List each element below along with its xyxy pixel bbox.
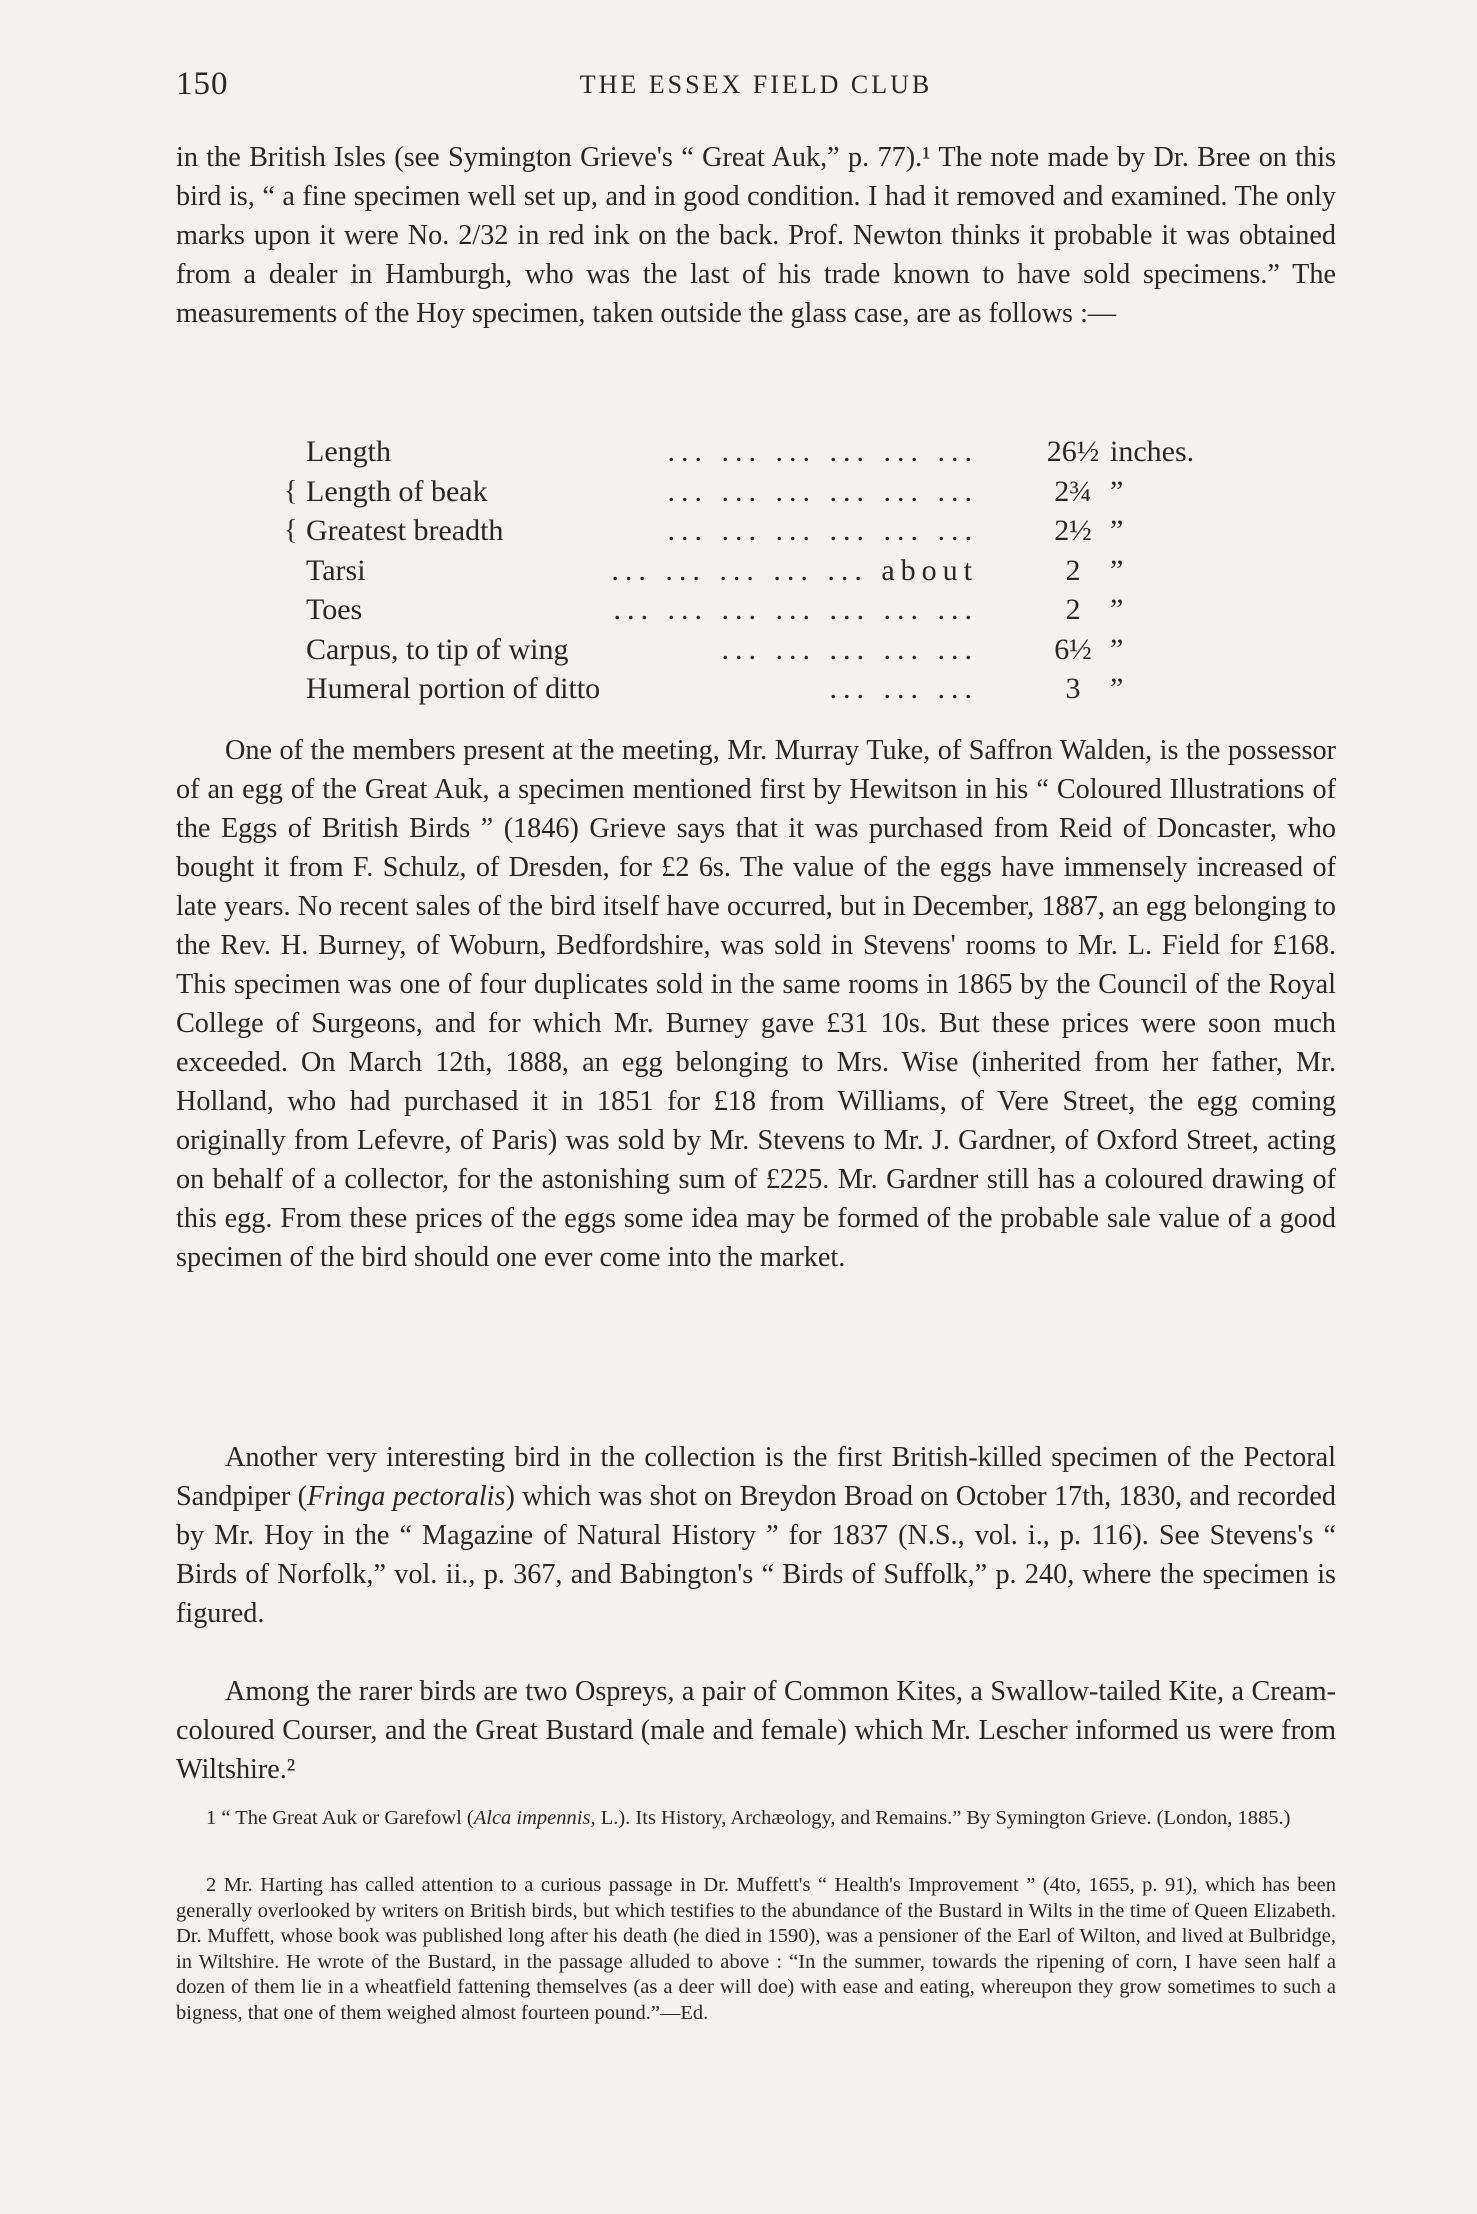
measurement-label: Carpus, to tip of wing xyxy=(306,630,577,670)
leader-dots: ... ... ... ... ... xyxy=(721,632,978,666)
measurement-row xyxy=(0,551,1477,591)
measurement-value: 6½ xyxy=(1054,632,1092,666)
leader-dots: ... ... ... ... ... ... xyxy=(667,435,978,468)
measurement-unit: ” xyxy=(1110,553,1124,587)
paragraph-2: One of the members present at the meeting, Mr. Murray Tuke, of Saffron Walden, is the possessor of an egg of the Great Auk, a specimen mentioned first by Hewitson in his “ Coloured Illustrations of the Eggs of British Birds ” (1846) Grieve says that it was purchased from Reid of Doncaster, who bought it from F. Schulz, of Dresden, for £2 6s. The value of the eggs have immensely increased of late years. No recent sales of the bird itself have occurred, but in December, 1887, an egg belonging to the Rev. H. Burney, of Woburn, Bedfordshire, was sold in Stevens' rooms to Mr. L. Field for £168. This specimen was one of four duplicates sold in the same rooms in 1865 by the Council of the Royal College of Surgeons, and for which Mr. Burney gave £31 10s. But these prices were soon much exceeded. On March 12th, 1888, an egg belonging to Mrs. Wise (inherited from her father, Mr. Holland, who had purchased it in 1851 for £18 from Williams, of Vere Street, the egg coming originally from Lefevre, of Paris) was sold by Mr. Stevens to Mr. J. Gardner, of Oxford Street, acting on behalf of a collector, for the astonishing sum of £225. Mr. Gardner still has a coloured drawing of this egg. From these prices of the eggs some idea may be formed of the probable sale value of a good specimen of the bird should one ever come into the market. xyxy=(176,735,1336,1273)
page-header xyxy=(176,66,1336,106)
leader-dots: ... ... ... ... ... ... xyxy=(667,474,978,508)
measurement-value: 2 xyxy=(1065,553,1081,587)
measurement-value: 2¾ xyxy=(1054,474,1092,508)
measurement-row xyxy=(0,432,1477,472)
measurement-row xyxy=(0,472,1477,512)
paragraph-3-species-name: Fringa pectoralis xyxy=(307,1481,506,1512)
leader-dots: ... ... ... ... ... about xyxy=(611,553,978,587)
measurement-value: 2½ xyxy=(1054,514,1092,547)
measurement-unit: ” xyxy=(1110,474,1124,508)
leader-dots: ... ... ... ... ... ... xyxy=(667,514,978,547)
measurement-label: Tarsi xyxy=(306,551,374,591)
measurement-label: Toes xyxy=(306,590,370,630)
measurement-unit: ” xyxy=(1110,632,1124,666)
footnote-1 xyxy=(176,1806,1336,1832)
footnote-2: 2 Mr. Harting has called attention to a curious passage in Dr. Muffett's “ Health's Improvement ” (4to, 1655, p. 91), which has been generally overlooked by writers on British birds, but which testifies to the abundance of the Bustard in Wilts in the time of Queen Elizabeth. Dr. Muffett, whose book was published long after his death (he died in 1590), was a pensioner of the Earl of Wilton, and lived at Bulbridge, in Wiltshire. He wrote of the Bustard, in the passage alluded to above : “In the summer, towards the ripening of corn, I have seen half a dozen of them lie in a wheatfield fattening themselves (as a deer will doe) with ease and eating, whereupon they grow sometimes to such a bigness, that one of them weighed almost fourteen pound.”—Ed. xyxy=(176,1874,1336,2024)
footnote-1-text-b: , L.). Its History, Archæology, and Remains.” By Symington Grieve. (London, 1885.) xyxy=(590,1807,1291,1829)
paragraph-3-text-a: Another very interesting bird in the collection is the first British-killed specimen of the Pectoral Sandpiper ( xyxy=(176,1442,1336,1512)
leader-dots: ... ... ... ... ... ... ... xyxy=(613,593,978,626)
measurement-value: 26½ xyxy=(1046,435,1100,468)
measurement-label: Greatest breadth xyxy=(306,511,511,551)
footnote-1-species-name: Alca impennis xyxy=(473,1807,591,1829)
measurement-row xyxy=(0,590,1477,630)
paragraph-3-text-b: ) which was shot on Breydon Broad on October 17th, 1830, and recorded by Mr. Hoy in the “ Magazine of Natural History ” for 1837 (N.S., vol. i., p. 116). See Stevens's “ Birds of Norfolk,” vol. ii., p. 367, and Babington's “ Birds of Suffolk,” p. 240, where the specimen is figured. xyxy=(176,1481,1336,1629)
measurement-label: Humeral portion of ditto xyxy=(306,669,608,709)
measurement-value: 3 xyxy=(1065,672,1081,705)
paragraph-1: in the British Isles (see Symington Grieve's “ Great Auk,” p. 77).¹ The note made by Dr. Bree on this bird is, “ a fine specimen well set up, and in good condition. I had it removed and examined. The only marks upon it were No. 2/32 in red ink on the back. Prof. Newton thinks it probable it was obtained from a dealer in Hamburgh, who was the last of his trade known to have sold specimens.” The measurements of the Hoy specimen, taken outside the glass case, are as follows :— xyxy=(176,142,1336,329)
footnote-1-text-a: 1 “ The Great Auk or Garefowl ( xyxy=(206,1807,474,1829)
measurement-label: Length xyxy=(306,432,399,472)
measurement-unit: inches. xyxy=(1110,435,1195,468)
paragraph-4: Among the rarer birds are two Ospreys, a pair of Common Kites, a Swallow-tailed Kite, a Cream-coloured Courser, and the Great Bustard (male and female) which Mr. Lescher informed us were from Wiltshire.² xyxy=(176,1676,1336,1785)
brace-mark: { xyxy=(284,475,298,507)
measurement-row xyxy=(0,511,1477,551)
measurement-value: 2 xyxy=(1065,593,1081,626)
page-number: 150 xyxy=(176,66,229,102)
measurements-table xyxy=(0,432,1477,709)
measurement-unit: ” xyxy=(1110,593,1124,626)
measurement-row xyxy=(0,630,1477,670)
measurement-unit: ” xyxy=(1110,514,1124,547)
running-head: THE ESSEX FIELD CLUB xyxy=(579,70,933,99)
measurement-unit: ” xyxy=(1110,672,1124,705)
leader-dots: ... ... ... xyxy=(829,672,978,705)
brace-mark: { xyxy=(284,515,298,546)
paragraph-3 xyxy=(176,1438,1336,1633)
measurement-row xyxy=(0,669,1477,709)
measurement-label: Length of beak xyxy=(306,472,496,512)
